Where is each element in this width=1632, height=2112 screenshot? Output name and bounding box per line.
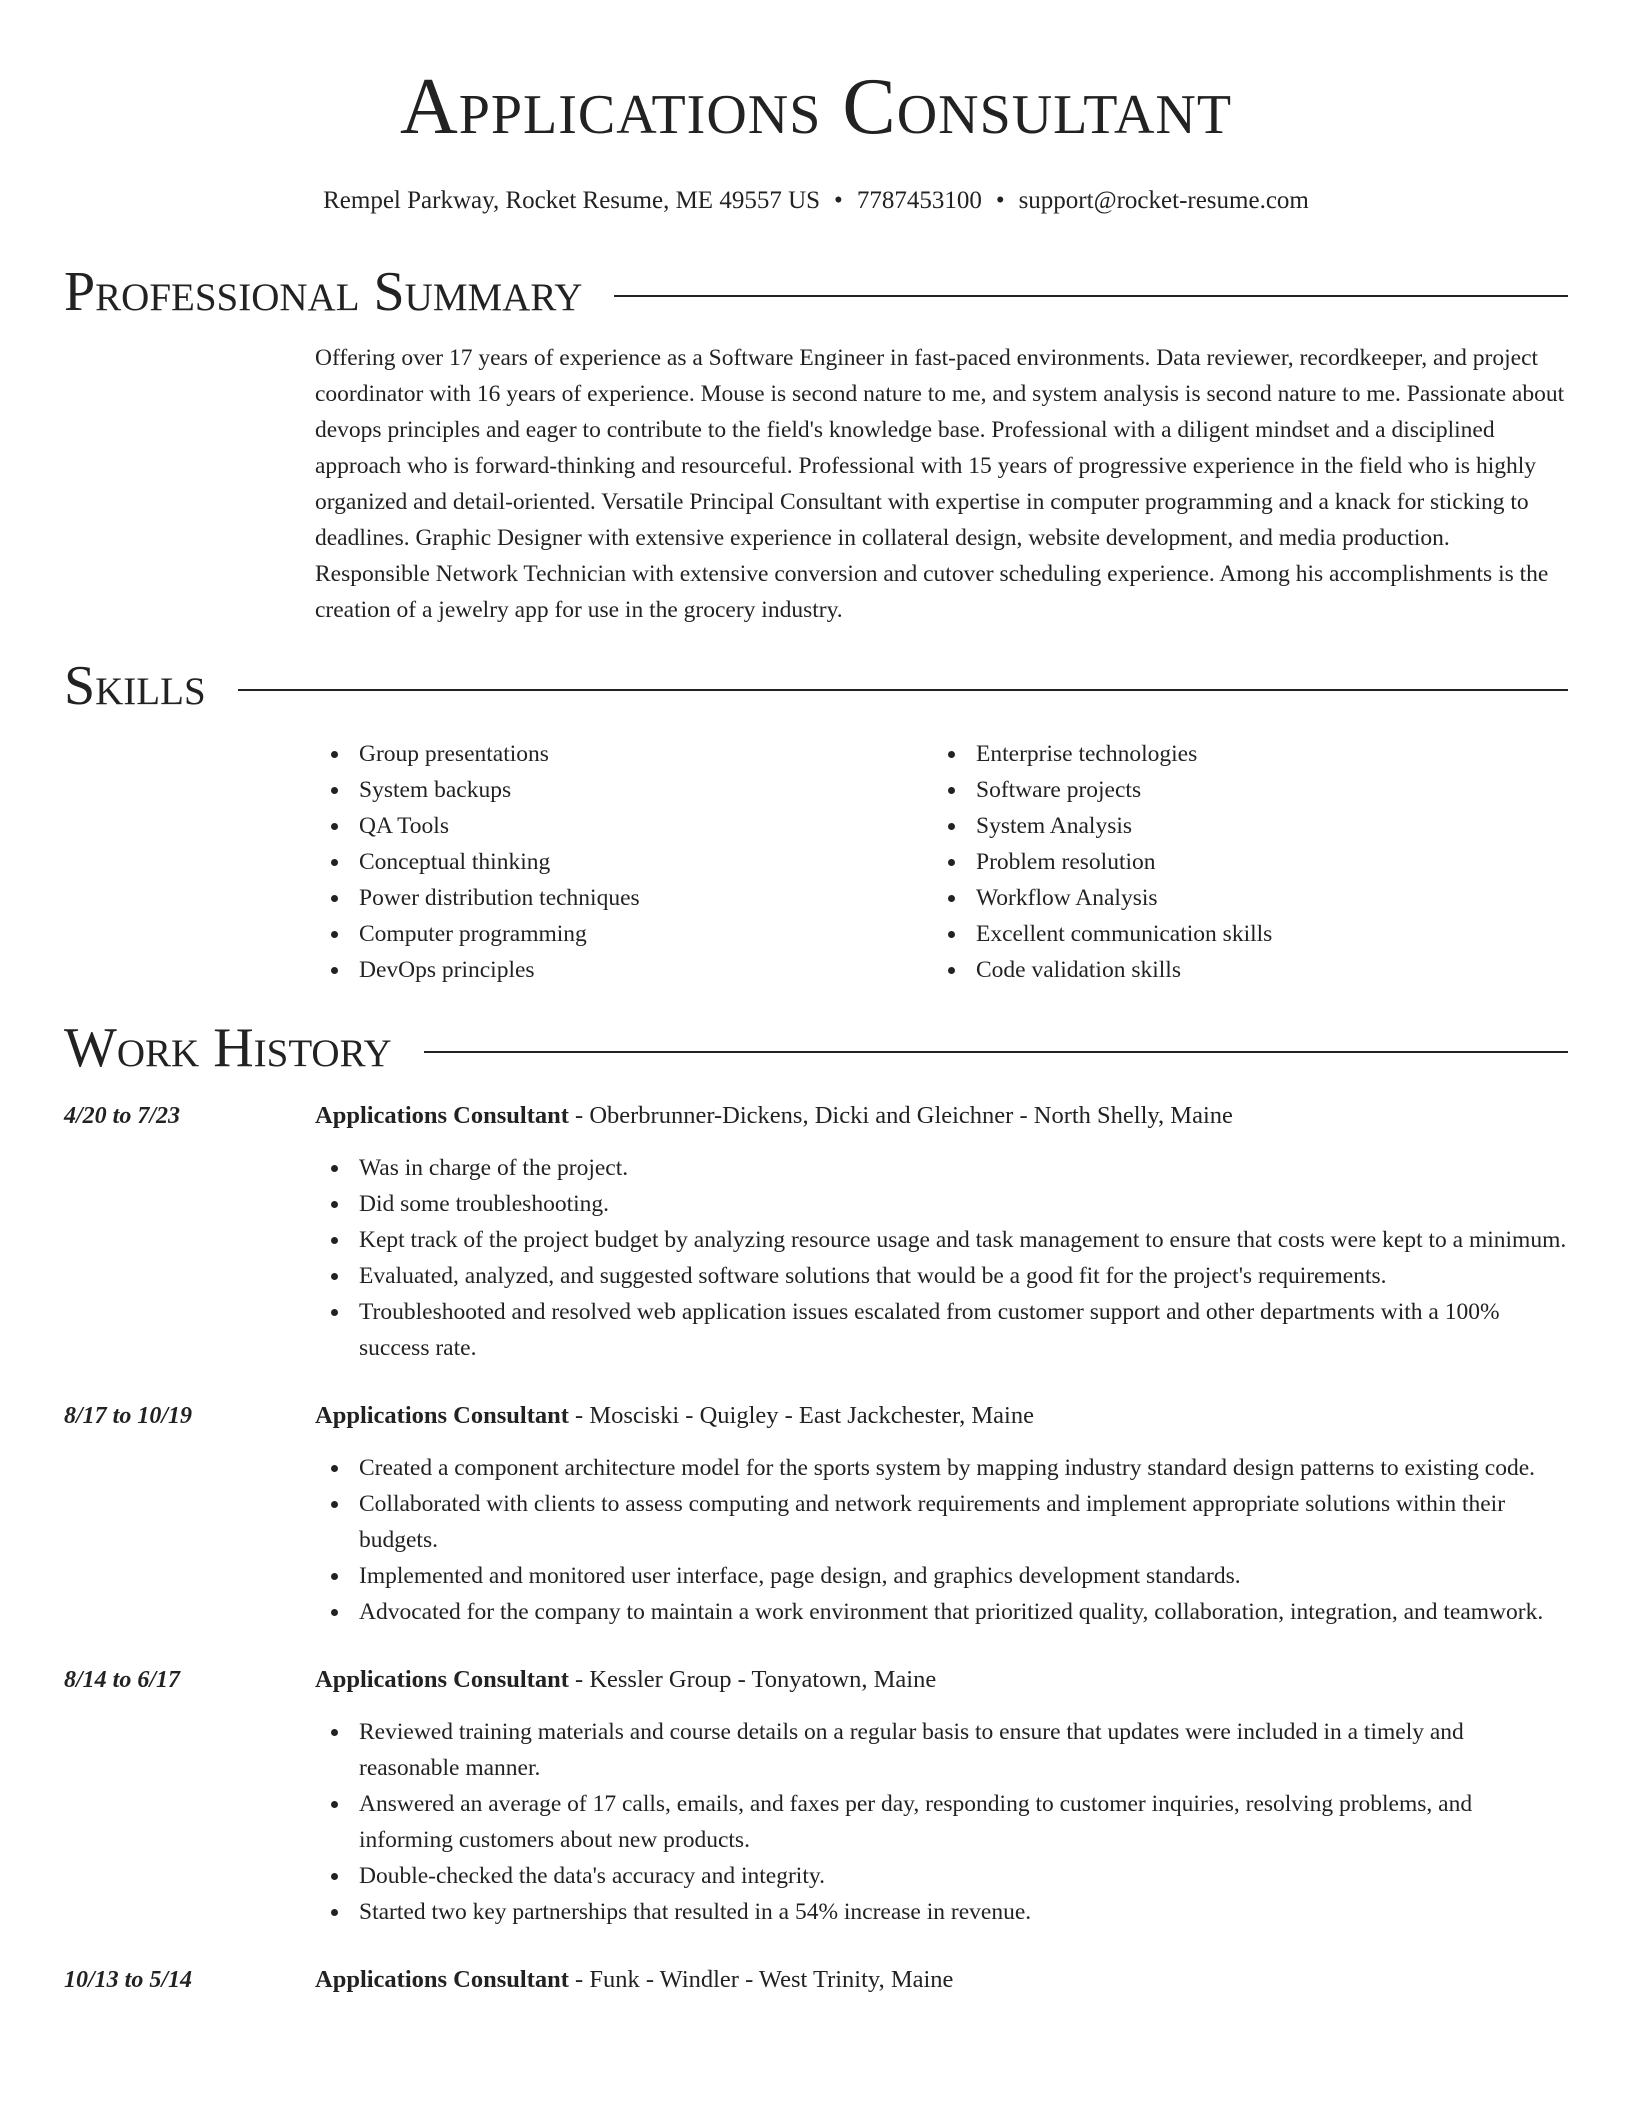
job-duties — [315, 1714, 1568, 1930]
job-heading — [315, 1962, 1568, 1998]
job-entry — [64, 1098, 1568, 1366]
contact-phone: 7787453100 — [856, 187, 982, 214]
job-duty: Double-checked the data's accuracy and integrity. — [315, 1858, 1568, 1894]
skill-item: Problem resolution — [932, 844, 1549, 880]
job-dates: 8/14 to 6/17 — [64, 1667, 181, 1693]
skills-columns — [315, 736, 1568, 988]
section-header — [64, 262, 1568, 322]
skill-item: DevOps principles — [315, 952, 932, 988]
section-divider — [238, 689, 1568, 691]
job-duty: Did some troubleshooting. — [315, 1186, 1568, 1222]
skill-item: Computer programming — [315, 916, 932, 952]
job-employer: - Funk - Windler - West Trinity, Maine — [568, 1966, 954, 1993]
skill-item: Code validation skills — [932, 952, 1549, 988]
contact-separator: • — [995, 187, 1005, 214]
job-duty: Implemented and monitored user interface, page design, and graphics development standards. — [315, 1558, 1568, 1594]
job-title: Applications Consultant — [315, 1102, 569, 1129]
professional-summary-section — [64, 262, 1568, 628]
contact-line — [64, 186, 1568, 216]
skill-item: System Analysis — [932, 808, 1549, 844]
job-duty: Answered an average of 17 calls, emails, and faxes per day, responding to customer inquiries, resolving problems, and informing customers about new products. — [315, 1786, 1568, 1858]
skills-section — [64, 656, 1568, 988]
job-entry — [64, 1962, 1568, 1998]
job-body — [315, 1662, 1568, 1930]
work-history-section — [64, 1018, 1568, 1998]
job-entry — [64, 1398, 1568, 1630]
job-title: Applications Consultant — [315, 1666, 569, 1693]
section-header — [64, 656, 1568, 716]
skill-item: Excellent communication skills — [932, 916, 1549, 952]
job-duty: Advocated for the company to maintain a work environment that prioritized quality, collaboration, integration, and teamwork. — [315, 1594, 1568, 1630]
job-duty: Was in charge of the project. — [315, 1150, 1568, 1186]
job-employer: - Kessler Group - Tonyatown, Maine — [568, 1666, 937, 1693]
job-duties — [315, 1150, 1568, 1366]
contact-email: support@rocket-resume.com — [1018, 187, 1309, 214]
job-duty: Troubleshooted and resolved web application issues escalated from customer support and other departments with a 100% success rate. — [315, 1294, 1568, 1366]
section-divider — [614, 295, 1568, 297]
job-heading — [315, 1398, 1568, 1434]
section-header — [64, 1018, 1568, 1078]
skill-item: QA Tools — [315, 808, 932, 844]
job-body — [315, 1098, 1568, 1366]
section-title-summary: Professional Summary — [64, 261, 583, 323]
job-duty: Collaborated with clients to assess computing and network requirements and implement appropriate solutions within their budgets. — [315, 1486, 1568, 1558]
section-title-skills: Skills — [64, 655, 206, 717]
skill-item: Software projects — [932, 772, 1549, 808]
skill-item: Group presentations — [315, 736, 932, 772]
job-dates: 10/13 to 5/14 — [64, 1967, 193, 1993]
job-title: Applications Consultant — [315, 1402, 569, 1429]
job-dates: 8/17 to 10/19 — [64, 1403, 193, 1429]
job-duty: Kept track of the project budget by analyzing resource usage and task management to ensure that costs were kept to a minimum. — [315, 1222, 1568, 1258]
candidate-name: Applications Consultant — [399, 63, 1233, 151]
contact-address: Rempel Parkway, Rocket Resume, ME 49557 US — [323, 187, 821, 214]
job-duties — [315, 1450, 1568, 1630]
skill-item: System backups — [315, 772, 932, 808]
job-heading — [315, 1662, 1568, 1698]
job-employer: - Mosciski - Quigley - East Jackchester, Maine — [568, 1402, 1034, 1429]
skill-item: Enterprise technologies — [932, 736, 1549, 772]
job-employer: - Oberbrunner-Dickens, Dicki and Gleichner - North Shelly, Maine — [568, 1102, 1233, 1129]
skills-list-right — [932, 736, 1549, 988]
job-body — [315, 1398, 1568, 1630]
skill-item: Conceptual thinking — [315, 844, 932, 880]
job-duty: Started two key partnerships that resulted in a 54% increase in revenue. — [315, 1894, 1568, 1930]
job-duty: Created a component architecture model for the sports system by mapping industry standard design patterns to existing code. — [315, 1450, 1568, 1486]
job-entry — [64, 1662, 1568, 1930]
section-title-work: Work History — [64, 1017, 392, 1079]
contact-separator: • — [834, 187, 843, 214]
section-divider — [424, 1051, 1568, 1053]
summary-paragraph: Offering over 17 years of experience as a Software Engineer in fast-paced environments. Data reviewer, recordkeeper, and project coordinator with 16 years of experience. Mouse is second nature to me, and system analysis is second nature to me. Passionate about devops principles and eager to contribute to the field's knowledge base. Professional with a diligent mindset and a disciplined approach who is forward-thinking and resourceful. Professional with 15 years of progressive experience in the field who is highly organized and detail-oriented. Versatile Principal Consultant with expertise in computer programming and a knack for sticking to deadlines. Graphic Designer with extensive experience in collateral design, website development, and media production. Responsible Network Technician with extensive conversion and cutover scheduling experience. Among his accomplishments is the creation of a jewelry app for use in the grocery industry. — [315, 345, 1565, 623]
job-heading — [315, 1098, 1568, 1134]
job-duty: Evaluated, analyzed, and suggested software solutions that would be a good fit for the project's requirements. — [315, 1258, 1568, 1294]
job-title: Applications Consultant — [315, 1966, 569, 1993]
skill-item: Power distribution techniques — [315, 880, 932, 916]
job-dates: 4/20 to 7/23 — [64, 1103, 181, 1129]
skill-item: Workflow Analysis — [932, 880, 1549, 916]
job-body — [315, 1962, 1568, 1998]
job-duty: Reviewed training materials and course details on a regular basis to ensure that updates were included in a timely and reasonable manner. — [315, 1714, 1568, 1786]
skills-list-left — [315, 736, 932, 988]
